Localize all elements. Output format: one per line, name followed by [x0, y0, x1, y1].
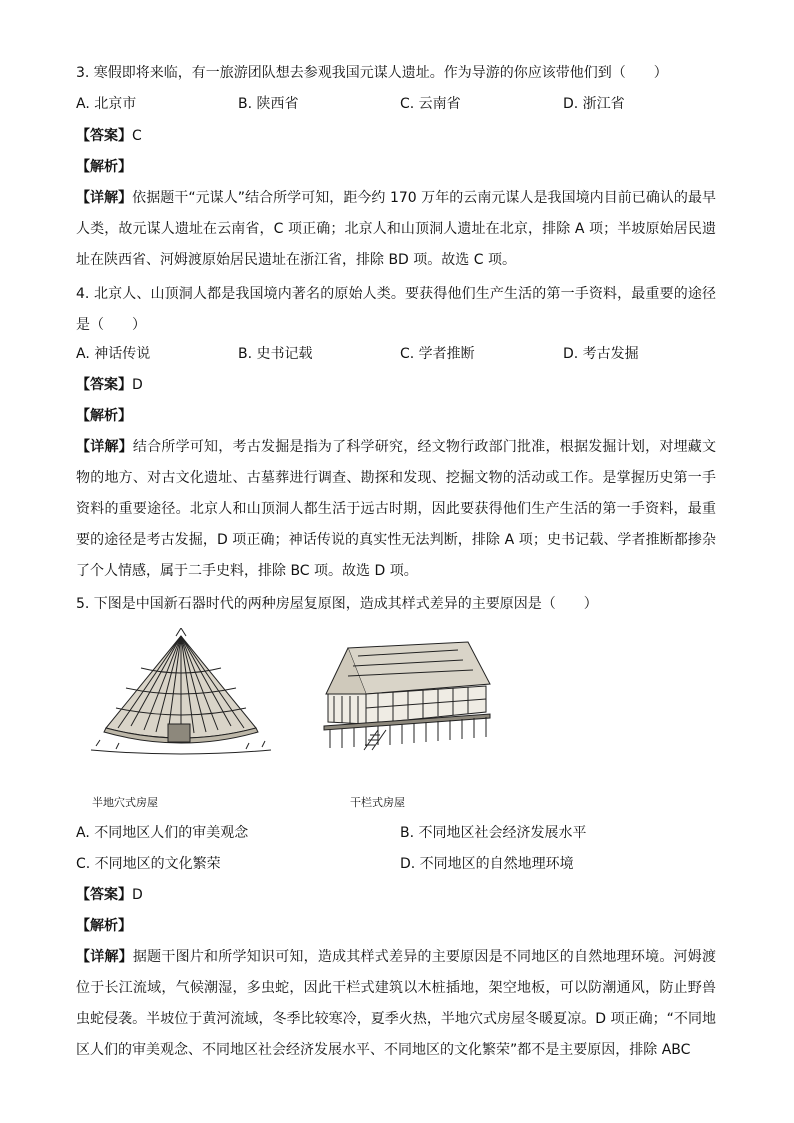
q5-option-a: A. 不同地区人们的审美观念	[76, 825, 249, 841]
caption-stilt-house: 干栏式房屋	[350, 796, 405, 809]
q4-option-b: B. 史书记载	[238, 346, 313, 362]
q3-option-d: D. 浙江省	[563, 96, 625, 112]
q4-answer	[76, 376, 143, 394]
answer-value: D	[132, 377, 143, 393]
q4-option-c: C. 学者推断	[400, 346, 475, 362]
detail-text: 结合所学可知，考古发掘是指为了科学研究，经文物行政部门批准，根据发掘计划，对埋藏文物的地方、对古文化遗址、古墓葬进行调查、勘探和发现、挖掘文物的活动或工作。是掌握历史第一手资料的重要途径。北京人和山顶洞人都生活于远古时期，因此要获得他们生产生活的第一手资料，最重要的途径是考古发掘，D 项正确；神话传说的真实性无法判断，排除 A 项；史书记载、学者推断都掺杂了个人情感，属于二手史料，排除 BC 项。故选 D 项。	[76, 439, 717, 579]
banpo-hut-illustration	[86, 628, 276, 768]
q5-analysis-label: 【解析】	[76, 918, 132, 934]
detail-label: 【详解】	[76, 190, 133, 206]
q4-option-a: A. 神话传说	[76, 346, 151, 362]
question-4-stem: 4. 北京人、山顶洞人都是我国境内著名的原始人类。要获得他们生产生活的第一手资料，最重要的途径是（ ）	[76, 286, 716, 333]
question-3-stem: 3. 寒假即将来临，有一旅游团队想去参观我国元谋人遗址。作为导游的你应该带他们到（ ）	[76, 65, 668, 81]
answer-label: 【答案】	[76, 377, 132, 393]
q5-option-b: B. 不同地区社会经济发展水平	[400, 825, 587, 841]
q3-option-b: B. 陕西省	[238, 96, 299, 112]
question-5-stem: 5. 下图是中国新石器时代的两种房屋复原图，造成其样式差异的主要原因是（ ）	[76, 596, 598, 612]
answer-value: D	[132, 887, 143, 903]
answer-label: 【答案】	[76, 887, 132, 903]
q4-analysis-label: 【解析】	[76, 408, 132, 424]
detail-text: 据题干图片和所学知识可知，造成其样式差异的主要原因是不同地区的自然地理环境。河姆渡位于长江流域，气候潮湿，多虫蛇，因此干栏式建筑以木桩插地，架空地板，可以防潮通风，防止野兽虫蛇侵袭。半坡位于黄河流域，冬季比较寒冷，夏季火热，半地穴式房屋冬暖夏凉。D 项正确；“不同地区人们的审美观念、不同地区社会经济发展水平、不同地区的文化繁荣”都不是主要原因，排除 ABC	[76, 949, 717, 1058]
detail-label: 【详解】	[76, 439, 133, 455]
hemudu-stilt-house-illustration	[318, 636, 498, 751]
q4-option-d: D. 考古发掘	[563, 346, 639, 362]
q3-option-a: A. 北京市	[76, 96, 137, 112]
detail-text: 依据题干“元谋人”结合所学可知，距今约 170 万年的云南元谋人是我国境内目前已确认的最早人类，故元谋人遗址在云南省，C 项正确；北京人和山顶洞人遗址在北京，排除 A 项；半坡原始居民遗址在陕西省、河姆渡原始居民遗址在浙江省，排除 BD 项。故选 C 项。	[76, 190, 716, 268]
q3-option-c: C. 云南省	[400, 96, 461, 112]
q5-detail	[76, 942, 716, 1066]
q3-detail	[76, 183, 716, 276]
answer-label: 【答案】	[76, 128, 132, 144]
q4-detail	[76, 432, 716, 587]
q5-option-c: C. 不同地区的文化繁荣	[76, 856, 221, 872]
q3-answer	[76, 127, 142, 145]
q5-answer	[76, 886, 143, 904]
q5-option-d: D. 不同地区的自然地理环境	[400, 856, 574, 872]
answer-value: C	[132, 128, 142, 144]
detail-label: 【详解】	[76, 949, 133, 965]
caption-banpo-hut: 半地穴式房屋	[92, 796, 158, 809]
q3-analysis-label: 【解析】	[76, 159, 132, 175]
